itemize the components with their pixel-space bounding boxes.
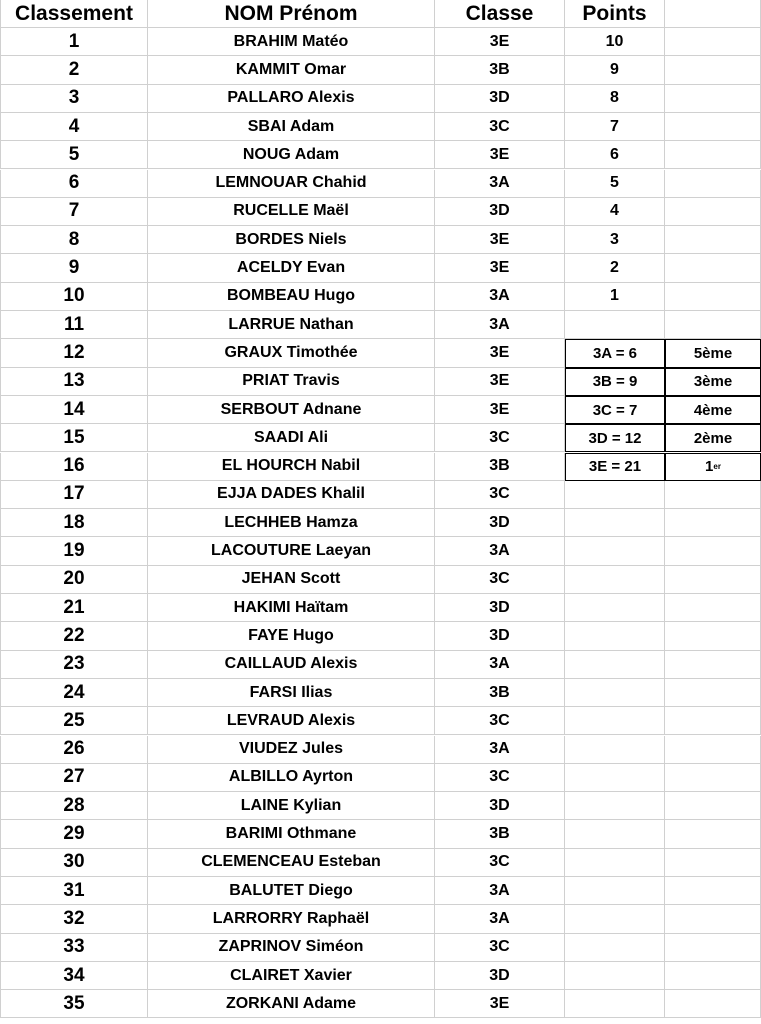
points-cell[interactable] xyxy=(565,311,665,339)
rank-cell[interactable]: 17 xyxy=(0,481,148,509)
points-cell[interactable]: 3 xyxy=(565,226,665,254)
empty-cell[interactable] xyxy=(665,594,761,622)
rank-cell[interactable]: 16 xyxy=(0,453,148,481)
class-cell[interactable]: 3D xyxy=(435,792,565,820)
points-cell[interactable]: 1 xyxy=(565,283,665,311)
name-cell[interactable]: BRAHIM Matéo xyxy=(148,28,435,56)
rank-cell[interactable]: 21 xyxy=(0,594,148,622)
empty-cell[interactable] xyxy=(665,85,761,113)
rank-cell[interactable]: 20 xyxy=(0,566,148,594)
class-cell[interactable]: 3D xyxy=(435,622,565,650)
rank-cell[interactable]: 18 xyxy=(0,509,148,537)
rank-cell[interactable]: 8 xyxy=(0,226,148,254)
points-cell[interactable] xyxy=(565,820,665,848)
table-row xyxy=(0,453,761,481)
points-cell[interactable] xyxy=(565,594,665,622)
rank-cell[interactable]: 35 xyxy=(0,990,148,1018)
points-cell[interactable]: 9 xyxy=(565,56,665,84)
rank-cell[interactable]: 24 xyxy=(0,679,148,707)
table-row xyxy=(0,85,761,113)
empty-cell[interactable] xyxy=(665,509,761,537)
class-cell[interactable]: 3B xyxy=(435,453,565,481)
name-cell[interactable]: PALLARO Alexis xyxy=(148,85,435,113)
name-cell[interactable]: VIUDEZ Jules xyxy=(148,736,435,764)
rank-cell[interactable]: 13 xyxy=(0,368,148,396)
rank-cell[interactable]: 25 xyxy=(0,707,148,735)
class-place-text: 1 xyxy=(705,458,714,476)
name-cell[interactable]: FARSI Ilias xyxy=(148,679,435,707)
class-cell[interactable]: 3B xyxy=(435,56,565,84)
rank-cell[interactable]: 19 xyxy=(0,537,148,565)
class-cell[interactable]: 3E xyxy=(435,226,565,254)
empty-cell[interactable] xyxy=(665,792,761,820)
empty-cell[interactable] xyxy=(665,849,761,877)
name-cell[interactable]: BALUTET Diego xyxy=(148,877,435,905)
name-cell[interactable]: ZAPRINOV Siméon xyxy=(148,934,435,962)
header-rank[interactable]: Classement xyxy=(0,0,148,28)
class-cell[interactable]: 3E xyxy=(435,254,565,282)
empty-cell[interactable] xyxy=(665,622,761,650)
class-cell[interactable]: 3D xyxy=(435,198,565,226)
class-cell[interactable]: 3A xyxy=(435,905,565,933)
class-place-cell[interactable] xyxy=(665,339,761,367)
class-cell[interactable]: 3A xyxy=(435,651,565,679)
class-cell[interactable]: 3C xyxy=(435,849,565,877)
class-cell[interactable]: 3A xyxy=(435,283,565,311)
table-row xyxy=(0,877,761,905)
class-total-cell[interactable]: 3E = 21 xyxy=(565,453,665,481)
empty-cell[interactable] xyxy=(665,113,761,141)
name-cell[interactable]: CAILLAUD Alexis xyxy=(148,651,435,679)
name-cell[interactable]: CLAIRET Xavier xyxy=(148,962,435,990)
table-row xyxy=(0,905,761,933)
table-row xyxy=(0,849,761,877)
table-row xyxy=(0,679,761,707)
rank-cell[interactable]: 7 xyxy=(0,198,148,226)
name-cell[interactable]: LACOUTURE Laeyan xyxy=(148,537,435,565)
points-cell[interactable]: 4 xyxy=(565,198,665,226)
class-place-text: 4ème xyxy=(693,401,733,419)
rank-cell[interactable]: 26 xyxy=(0,736,148,764)
header-empty[interactable] xyxy=(665,0,761,28)
class-place-suffix: er xyxy=(713,462,721,472)
points-cell[interactable] xyxy=(565,566,665,594)
points-cell[interactable]: 7 xyxy=(565,113,665,141)
class-cell[interactable]: 3C xyxy=(435,113,565,141)
rank-cell[interactable]: 31 xyxy=(0,877,148,905)
name-cell[interactable]: EJJA DADES Khalil xyxy=(148,481,435,509)
empty-cell[interactable] xyxy=(665,707,761,735)
empty-cell[interactable] xyxy=(665,56,761,84)
name-cell[interactable]: ALBILLO Ayrton xyxy=(148,764,435,792)
class-cell[interactable]: 3A xyxy=(435,311,565,339)
class-cell[interactable]: 3A xyxy=(435,736,565,764)
rank-cell[interactable]: 10 xyxy=(0,283,148,311)
class-place-cell[interactable] xyxy=(665,368,761,396)
table-row xyxy=(0,254,761,282)
name-cell[interactable]: FAYE Hugo xyxy=(148,622,435,650)
class-cell[interactable]: 3C xyxy=(435,566,565,594)
points-cell[interactable] xyxy=(565,877,665,905)
empty-cell[interactable] xyxy=(665,170,761,198)
empty-cell[interactable] xyxy=(665,198,761,226)
points-cell[interactable] xyxy=(565,990,665,1018)
name-cell[interactable]: LARRORRY Raphaël xyxy=(148,905,435,933)
rank-cell[interactable]: 11 xyxy=(0,311,148,339)
table-row xyxy=(0,537,761,565)
table-row xyxy=(0,28,761,56)
class-total-cell[interactable]: 3A = 6 xyxy=(565,339,665,367)
table-row xyxy=(0,198,761,226)
empty-cell[interactable] xyxy=(665,651,761,679)
table-row xyxy=(0,764,761,792)
class-cell[interactable]: 3E xyxy=(435,990,565,1018)
table-row xyxy=(0,651,761,679)
table-row xyxy=(0,339,761,367)
name-cell[interactable]: LEVRAUD Alexis xyxy=(148,707,435,735)
name-cell[interactable]: SAADI Ali xyxy=(148,424,435,452)
empty-cell[interactable] xyxy=(665,962,761,990)
table-row xyxy=(0,962,761,990)
rank-cell[interactable]: 4 xyxy=(0,113,148,141)
points-cell[interactable] xyxy=(565,707,665,735)
points-cell[interactable] xyxy=(565,509,665,537)
table-row xyxy=(0,934,761,962)
class-cell[interactable]: 3C xyxy=(435,707,565,735)
points-cell[interactable]: 5 xyxy=(565,170,665,198)
empty-cell[interactable] xyxy=(665,481,761,509)
class-cell[interactable]: 3C xyxy=(435,934,565,962)
name-cell[interactable]: RUCELLE Maël xyxy=(148,198,435,226)
points-cell[interactable] xyxy=(565,962,665,990)
table-row xyxy=(0,481,761,509)
rank-cell[interactable]: 34 xyxy=(0,962,148,990)
name-cell[interactable]: LARRUE Nathan xyxy=(148,311,435,339)
class-place-cell[interactable] xyxy=(665,396,761,424)
table-row xyxy=(0,736,761,764)
table-row xyxy=(0,509,761,537)
table-row xyxy=(0,311,761,339)
rank-cell[interactable]: 33 xyxy=(0,934,148,962)
empty-cell[interactable] xyxy=(665,679,761,707)
class-cell[interactable]: 3E xyxy=(435,339,565,367)
class-cell[interactable]: 3C xyxy=(435,424,565,452)
class-cell[interactable]: 3E xyxy=(435,368,565,396)
class-total-cell[interactable]: 3D = 12 xyxy=(565,424,665,452)
empty-cell[interactable] xyxy=(665,28,761,56)
rank-cell[interactable]: 2 xyxy=(0,56,148,84)
table-row xyxy=(0,170,761,198)
points-cell[interactable] xyxy=(565,622,665,650)
class-cell[interactable]: 3D xyxy=(435,594,565,622)
empty-cell[interactable] xyxy=(665,764,761,792)
empty-cell[interactable] xyxy=(665,736,761,764)
empty-cell[interactable] xyxy=(665,877,761,905)
rank-cell[interactable]: 14 xyxy=(0,396,148,424)
class-place-text: 3ème xyxy=(693,373,733,391)
rank-cell[interactable]: 5 xyxy=(0,141,148,169)
table-row xyxy=(0,424,761,452)
class-cell[interactable]: 3A xyxy=(435,170,565,198)
table-row xyxy=(0,141,761,169)
table-row xyxy=(0,622,761,650)
name-cell[interactable]: BOMBEAU Hugo xyxy=(148,283,435,311)
points-cell[interactable] xyxy=(565,481,665,509)
name-cell[interactable]: EL HOURCH Nabil xyxy=(148,453,435,481)
name-cell[interactable]: PRIAT Travis xyxy=(148,368,435,396)
rank-cell[interactable]: 9 xyxy=(0,254,148,282)
name-cell[interactable]: SBAI Adam xyxy=(148,113,435,141)
class-cell[interactable]: 3A xyxy=(435,877,565,905)
table-row xyxy=(0,56,761,84)
class-place-cell[interactable] xyxy=(665,424,761,452)
name-cell[interactable]: BORDES Niels xyxy=(148,226,435,254)
points-cell[interactable]: 6 xyxy=(565,141,665,169)
points-cell[interactable]: 10 xyxy=(565,28,665,56)
empty-cell[interactable] xyxy=(665,934,761,962)
empty-cell[interactable] xyxy=(665,905,761,933)
name-cell[interactable]: JEHAN Scott xyxy=(148,566,435,594)
table-row xyxy=(0,594,761,622)
name-cell[interactable]: LAINE Kylian xyxy=(148,792,435,820)
rank-cell[interactable]: 28 xyxy=(0,792,148,820)
rank-cell[interactable]: 29 xyxy=(0,820,148,848)
table-row xyxy=(0,113,761,141)
rank-cell[interactable]: 27 xyxy=(0,764,148,792)
rank-cell[interactable]: 32 xyxy=(0,905,148,933)
name-cell[interactable]: SERBOUT Adnane xyxy=(148,396,435,424)
table-row xyxy=(0,566,761,594)
class-place-text: 2ème xyxy=(693,429,733,447)
points-cell[interactable] xyxy=(565,905,665,933)
class-cell[interactable]: 3D xyxy=(435,509,565,537)
name-cell[interactable]: GRAUX Timothée xyxy=(148,339,435,367)
class-cell[interactable]: 3B xyxy=(435,679,565,707)
name-cell[interactable]: LECHHEB Hamza xyxy=(148,509,435,537)
points-cell[interactable] xyxy=(565,651,665,679)
class-cell[interactable]: 3C xyxy=(435,481,565,509)
table-row xyxy=(0,820,761,848)
class-cell[interactable]: 3A xyxy=(435,537,565,565)
class-cell[interactable]: 3B xyxy=(435,820,565,848)
rank-cell[interactable]: 1 xyxy=(0,28,148,56)
rank-cell[interactable]: 22 xyxy=(0,622,148,650)
class-cell[interactable]: 3D xyxy=(435,85,565,113)
points-cell[interactable] xyxy=(565,764,665,792)
points-cell[interactable] xyxy=(565,934,665,962)
table-row xyxy=(0,792,761,820)
rank-cell[interactable]: 15 xyxy=(0,424,148,452)
name-cell[interactable]: CLEMENCEAU Esteban xyxy=(148,849,435,877)
class-cell[interactable]: 3C xyxy=(435,764,565,792)
empty-cell[interactable] xyxy=(665,820,761,848)
rank-cell[interactable]: 6 xyxy=(0,170,148,198)
points-cell[interactable]: 8 xyxy=(565,85,665,113)
class-place-cell[interactable] xyxy=(665,453,761,481)
empty-cell[interactable] xyxy=(665,990,761,1018)
points-cell[interactable] xyxy=(565,849,665,877)
class-cell[interactable]: 3E xyxy=(435,396,565,424)
class-cell[interactable]: 3E xyxy=(435,141,565,169)
points-cell[interactable]: 2 xyxy=(565,254,665,282)
table-row xyxy=(0,990,761,1018)
rank-cell[interactable]: 3 xyxy=(0,85,148,113)
rank-cell[interactable]: 12 xyxy=(0,339,148,367)
empty-cell[interactable] xyxy=(665,283,761,311)
table-row xyxy=(0,226,761,254)
class-total-cell[interactable]: 3B = 9 xyxy=(565,368,665,396)
table-row xyxy=(0,283,761,311)
points-cell[interactable] xyxy=(565,792,665,820)
empty-cell[interactable] xyxy=(665,141,761,169)
table-row xyxy=(0,368,761,396)
empty-cell[interactable] xyxy=(665,566,761,594)
header-row xyxy=(0,0,761,28)
empty-cell[interactable] xyxy=(665,537,761,565)
class-cell[interactable]: 3E xyxy=(435,28,565,56)
name-cell[interactable]: HAKIMI Haïtam xyxy=(148,594,435,622)
name-cell[interactable]: LEMNOUAR Chahid xyxy=(148,170,435,198)
name-cell[interactable]: NOUG Adam xyxy=(148,141,435,169)
empty-cell[interactable] xyxy=(665,226,761,254)
rank-cell[interactable]: 30 xyxy=(0,849,148,877)
points-cell[interactable] xyxy=(565,736,665,764)
rank-cell[interactable]: 23 xyxy=(0,651,148,679)
class-cell[interactable]: 3D xyxy=(435,962,565,990)
empty-cell[interactable] xyxy=(665,311,761,339)
points-cell[interactable] xyxy=(565,679,665,707)
table-row xyxy=(0,396,761,424)
name-cell[interactable]: KAMMIT Omar xyxy=(148,56,435,84)
name-cell[interactable]: BARIMI Othmane xyxy=(148,820,435,848)
header-points[interactable]: Points xyxy=(565,0,665,28)
class-place-text: 5ème xyxy=(693,344,733,362)
table-row xyxy=(0,707,761,735)
name-cell[interactable]: ACELDY Evan xyxy=(148,254,435,282)
header-name[interactable]: NOM Prénom xyxy=(148,0,435,28)
name-cell[interactable]: ZORKANI Adame xyxy=(148,990,435,1018)
points-cell[interactable] xyxy=(565,537,665,565)
header-class[interactable]: Classe xyxy=(435,0,565,28)
empty-cell[interactable] xyxy=(665,254,761,282)
class-total-cell[interactable]: 3C = 7 xyxy=(565,396,665,424)
